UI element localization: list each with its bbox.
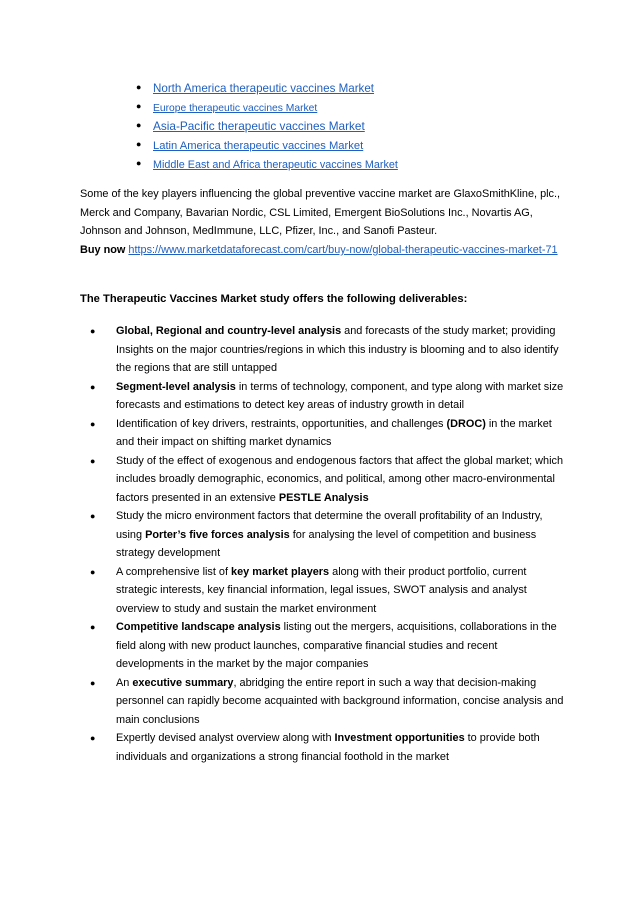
bullet-icon: ● [90,677,96,688]
list-item [90,507,566,563]
list-item [136,116,398,135]
bullet-icon: ● [90,418,96,429]
buy-now-label: Buy now [80,244,126,256]
region-link-middle-east-africa[interactable]: Middle East and Africa therapeutic vaccines Market [153,159,398,171]
list-item [90,674,566,730]
buy-now-link[interactable]: https://www.marketdataforecast.com/cart/buy-now/global-therapeutic-vaccines-market-71 [128,244,558,256]
deliverables-list [90,322,566,766]
list-item [90,378,566,415]
bullet-icon: ● [90,511,96,521]
list-item [90,618,566,674]
deliverable-bold: Global, Regional and country-level analysis [116,325,342,337]
deliverable-bold: Segment-level analysis [116,380,236,393]
list-item [136,78,398,97]
key-players-paragraph: Some of the key players influencing the global preventive vaccine market are GlaxoSmithKline, plc., Merck and Company, Bavarian Nordic, CSL Limited, Emergent BioSolutions Inc., Novartis AG, Johnson and Johnson, MedImmune, LLC, Pfizer, Inc., and Sanofi Pasteur. [80,188,561,237]
deliverable-bold: Investment opportunities [334,732,465,744]
bullet-icon: ● [90,455,96,466]
region-link-asia-pacific[interactable]: Asia-Pacific therapeutic vaccines Market [153,119,365,133]
deliverable-bold: key market players [231,565,330,578]
deliverable-text: listing out the mergers, acquisitions, collaborations in the field along with new product launches, comparative financial studies and recent developments in the market by the major companies [116,621,557,670]
deliverable-text: for analysing the level of competition and business strategy development [116,528,537,559]
list-item [136,135,398,154]
deliverable-bold: executive summary [132,676,234,689]
list-item [90,322,566,378]
bullet-icon: ● [136,101,142,111]
list-item [90,563,566,619]
deliverable-bold: Competitive landscape analysis [116,621,281,633]
list-item [136,97,398,116]
deliverable-text: and forecasts of the study market; providing Insights on the major countries/regions in which this industry is blooming and to also identify the regions that are still untapped [116,325,559,374]
deliverable-bold: Porter’s five forces analysis [145,528,290,541]
deliverable-bold: (DROC) [446,417,486,430]
bullet-icon: ● [136,120,142,130]
deliverables-heading: The Therapeutic Vaccines Market study offers the following deliverables: [80,293,468,305]
bullet-icon: ● [90,326,96,336]
region-link-europe[interactable]: Europe therapeutic vaccines Market [153,103,318,114]
list-item [90,415,566,452]
deliverable-text: An [116,676,133,689]
deliverable-text: Study of the effect of exogenous and endogenous factors that affect the global market; which includes broadly demographic, economics, and political, among other macro-environmental factors presented in an extensive [116,454,564,504]
buy-now-paragraph [80,241,565,260]
bullet-icon: ● [136,158,142,168]
deliverable-text: to provide both individuals and organizations a strong financial foothold in the market [116,732,540,763]
region-link-north-america[interactable]: North America therapeutic vaccines Market [153,82,375,95]
deliverable-text: in terms of technology, component, and type along with market size forecasts and estimations to detect key areas of industry growth in detail [116,380,564,411]
bullet-icon: ● [90,622,96,632]
deliverable-text: Study the micro environment factors that determine the overall profitability of an Industry, using [116,510,543,541]
list-item [90,452,566,508]
bullet-icon: ● [136,82,142,92]
list-item [90,729,566,766]
bullet-icon: ● [90,733,96,743]
list-item [136,154,398,173]
region-link-latin-america[interactable]: Latin America therapeutic vaccines Market [153,140,364,152]
deliverable-text: along with their product portfolio, current strategic interests, key financial information, legal issues, SWOT analysis and analyst overview to study and sustain the market environment [116,565,527,615]
deliverable-bold: PESTLE Analysis [278,491,369,504]
deliverable-text: A comprehensive list of [116,565,232,578]
bullet-icon: ● [90,381,96,392]
deliverable-text: in the market and their impact on shifting market dynamics [116,417,552,448]
bullet-icon: ● [136,139,142,149]
bullet-icon: ● [90,566,96,577]
deliverable-text: , abridging the entire report in such a way that decision-making personnel can rapidly become acquainted with background information, concise analysis and main conclusions [116,676,564,726]
region-links-list [136,78,398,173]
deliverable-text: Expertly devised analyst overview along with [116,732,335,744]
deliverable-text: Identification of key drivers, restraints, opportunities, and challenges [116,417,447,430]
